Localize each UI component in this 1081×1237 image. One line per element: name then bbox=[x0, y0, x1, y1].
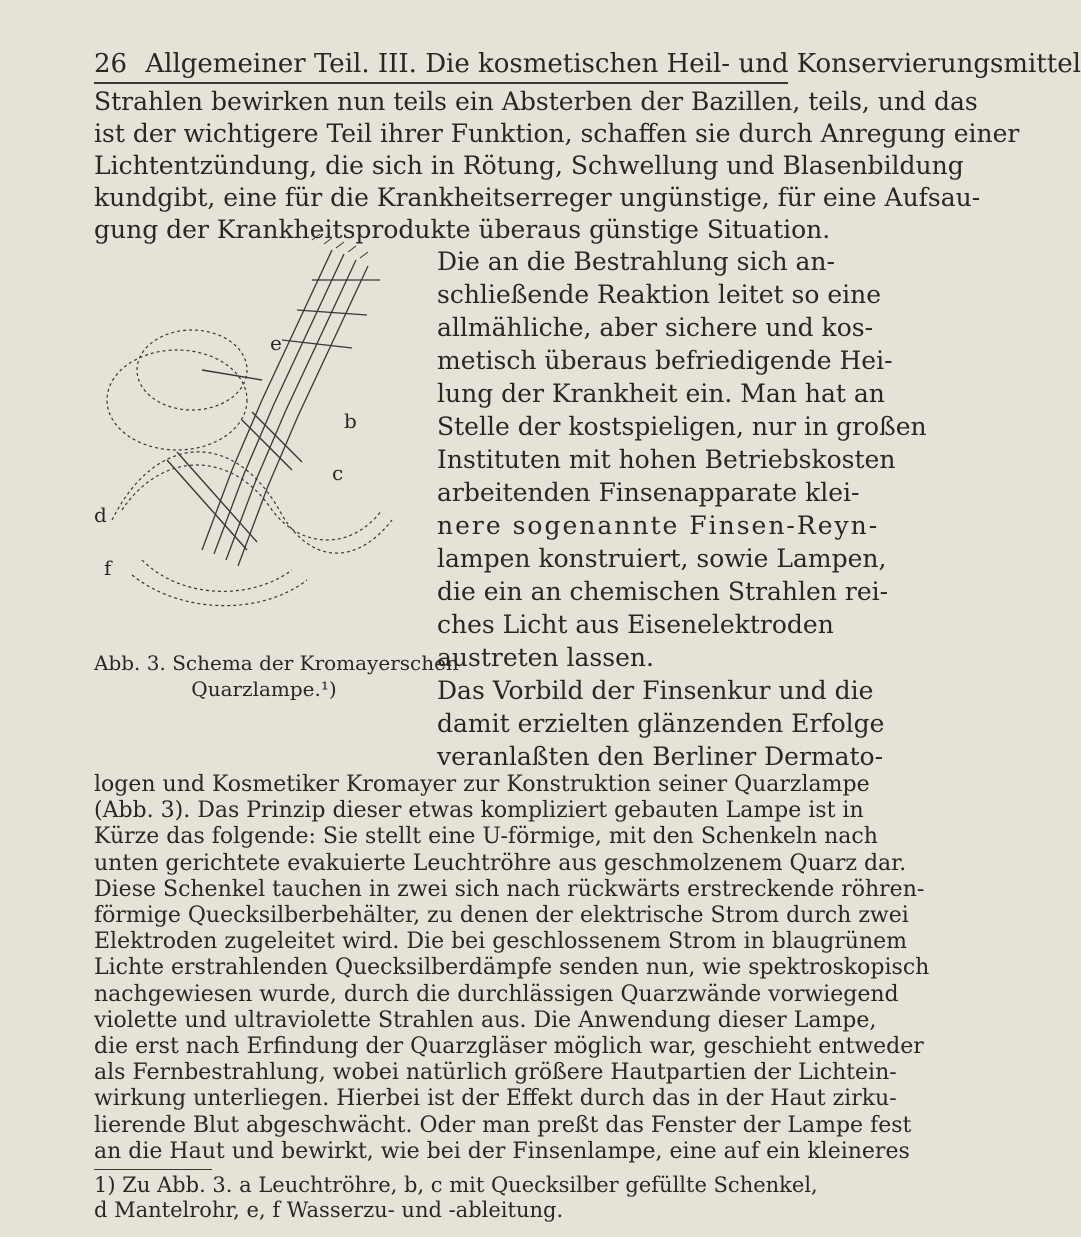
text-line: Die an die Bestrahlung sich an- bbox=[437, 247, 835, 276]
text-line: die ein an chemischen Strahlen rei- bbox=[437, 577, 889, 606]
quartz-lamp-figure bbox=[82, 220, 432, 620]
text-line: Diese Schenkel tauchen in zwei sich nach rückwärts erstreckende röhren- bbox=[94, 876, 925, 902]
text-line: lung der Krankheit ein. Man hat an bbox=[437, 379, 885, 408]
label-e: e bbox=[270, 331, 282, 355]
text-line: metisch überaus befriedigende Hei- bbox=[437, 346, 893, 375]
tube-diagonal-strokes bbox=[202, 250, 380, 566]
u-tube bbox=[107, 330, 392, 606]
footnote-line: 1) Zu Abb. 3. a Leuchtröhre, b, c mit Quecksilber gefüllte Schenkel, bbox=[94, 1173, 818, 1197]
running-header bbox=[94, 46, 1081, 84]
u-tube-solid bbox=[167, 370, 302, 550]
text-line: die erst nach Erfindung der Quarzgläser möglich war, geschieht entweder bbox=[94, 1034, 924, 1059]
text-line: austreten lassen. bbox=[437, 643, 654, 672]
footnote-rule bbox=[94, 1169, 212, 1170]
text-line: unten gerichtete evakuierte Leuchtröhre aus geschmolzenem Quarz dar. bbox=[94, 850, 907, 876]
label-f: f bbox=[104, 556, 112, 580]
text-line: wirkung unterliegen. Hierbei ist der Effekt durch das in der Haut zirku- bbox=[94, 1086, 897, 1112]
text-line: Stelle der kostspieligen, nur in großen bbox=[437, 412, 927, 441]
text-line: schließende Reaktion leitet so eine bbox=[437, 280, 882, 309]
text-line: Instituten mit hohen Betriebskosten bbox=[437, 445, 896, 474]
text-line: an die Haut und bewirkt, wie bei der Finsenlampe, eine auf ein kleineres bbox=[94, 1138, 910, 1164]
running-title: Allgemeiner Teil. III. Die kosmetischen Heil- und Konservierungsmittel bbox=[145, 49, 1081, 79]
text-line: lierende Blut abgeschwächt. Oder man preßt das Fenster der Lampe fest bbox=[94, 1112, 912, 1138]
text-line: veranlaßten den Berliner Dermato- bbox=[437, 742, 884, 771]
text-line: nachgewiesen wurde, durch die durchlässigen Quarzwände vorwiegend bbox=[94, 981, 899, 1007]
text-line: (Abb. 3). Das Prinzip dieser etwas kompliziert gebauten Lampe ist in bbox=[94, 798, 864, 824]
text-line: als Fernbestrahlung, wobei natürlich größere Hautpartien der Lichtein- bbox=[94, 1060, 897, 1086]
label-b: b bbox=[344, 409, 357, 433]
text-line: Das Vorbild der Finsenkur und die bbox=[437, 676, 874, 705]
text-line: arbeitenden Finsenapparate klei- bbox=[437, 478, 860, 507]
text-line: damit erzielten glänzenden Erfolge bbox=[437, 709, 885, 738]
label-d: d bbox=[94, 503, 107, 527]
text-line: violette und ultraviolette Strahlen aus. Die Anwendung dieser Lampe, bbox=[94, 1007, 877, 1033]
text-line: Lichte erstrahlenden Quecksilberdämpfe senden nun, wie spektroskopisch bbox=[94, 955, 930, 981]
text-line: ist der wichtigere Teil ihrer Funktion, schaffen sie durch Anregung einer bbox=[94, 119, 1020, 148]
text-line: lampen konstruiert, sowie Lampen, bbox=[437, 544, 887, 573]
text-line: gung der Krankheitsprodukte überaus günstige Situation. bbox=[94, 215, 831, 244]
text-line: Elektroden zugeleitet wird. Die bei geschlossenem Strom in blaugrünem bbox=[94, 929, 907, 955]
label-c: c bbox=[332, 461, 344, 485]
text-line: allmähliche, aber sichere und kos- bbox=[437, 313, 874, 342]
text-line: logen und Kosmetiker Kromayer zur Konstruktion seiner Quarzlampe bbox=[94, 772, 870, 797]
text-line: Lichtentzündung, die sich in Rötung, Schwellung und Blasenbildung bbox=[94, 151, 964, 180]
text-line: kundgibt, eine für die Krankheitserreger ungünstige, für eine Aufsau- bbox=[94, 183, 981, 212]
text-line: Kürze das folgende: Sie stellt eine U-förmige, mit den Schenkeln nach bbox=[94, 824, 878, 850]
text-line: nere sogenannte Finsen-Reyn- bbox=[437, 511, 880, 540]
page-number: 26 bbox=[94, 49, 128, 79]
figure-caption-2: Quarzlampe.¹) bbox=[191, 677, 337, 701]
text-line: förmige Quecksilberbehälter, zu denen der elektrische Strom durch zwei bbox=[94, 903, 909, 928]
text-line: ches Licht aus Eisenelektroden bbox=[437, 610, 834, 639]
figure-caption: Abb. 3. Schema der Kromayerschen bbox=[94, 651, 459, 675]
tick-marks bbox=[312, 234, 368, 258]
footnote-line: d Mantelrohr, e, f Wasserzu- und -ableitung. bbox=[94, 1198, 564, 1222]
text-line: Strahlen bewirken nun teils ein Absterben der Bazillen, teils, und das bbox=[94, 87, 978, 116]
